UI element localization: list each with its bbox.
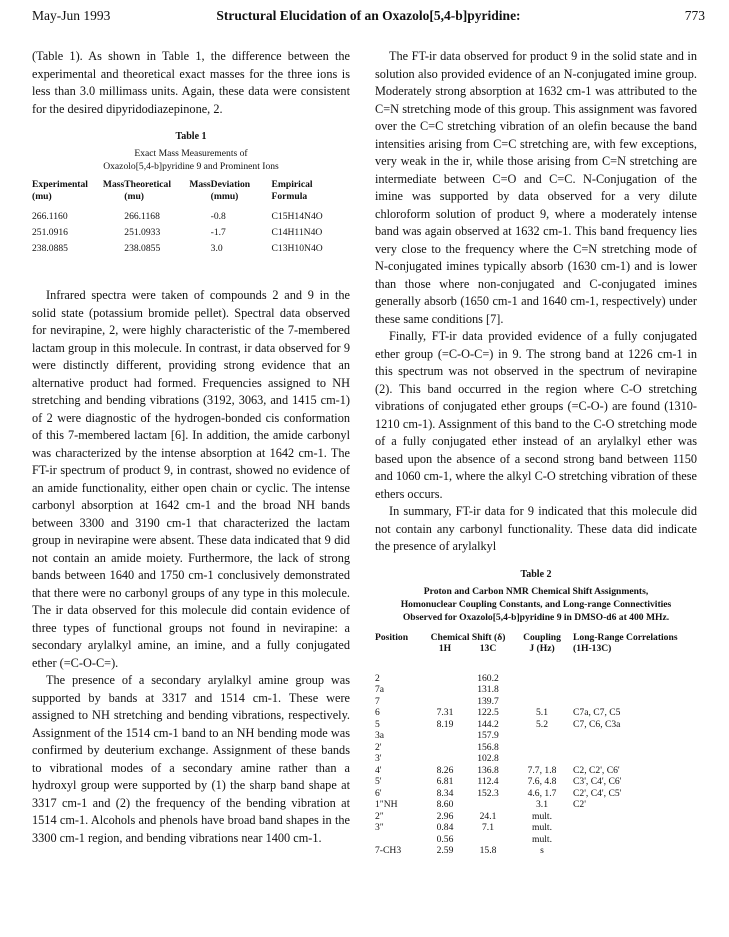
table-cell: 112.4: [477, 776, 499, 787]
table-cell: 102.8: [477, 753, 499, 764]
table-cell: 3': [375, 753, 382, 764]
table1-caption-line1: Exact Mass Measurements of: [134, 148, 248, 159]
table-cell: 5: [375, 718, 380, 730]
table-cell: 3a: [375, 730, 385, 741]
table-row: [32, 209, 350, 225]
paragraph-left-2: Infrared spectra were taken of compounds 2 and 9 in the solid state (potassium bromide pellet). Spectral data observed for nevirapine, 2, were highly characteristic of the 7-membered lactam group in this molecule. In contrast, ir data observed for 9 were distinctly different, providing strong evidence that an alternative product had formed. Frequencies assigned to NH stretching and bending vibrations (3192, 3063, and 1415 cm-1) of 2 were diagnostic of the hydrogen-bonded cis conformation of this 7-membered lactam [6]. In addition, the amide carbonyl was characterized by the intense absorption at 1642 cm-1. The FT-ir spectrum of product 9, in contrast, showed no evidence of an amide functionality, either open chain or cyclic. The intense carbonyl absorption at 1642 cm-1 and the broad NH bands between 3300 and 3190 cm-1 that characterized the lactam group in nevirapine were absent. These data indicated that 9 did not contain an amide moiety. Furthermore, the lack of strong bands between 1640 and 1750 cm-1 conclusively demonstrated that there were no carbonyl groups of any type in this molecule. The ir data observed for this molecule did contain evidence of three types of functional groups not found in nevirapine: a secondary arylalkyl amine, an imine, and a fully conjugated ether (=C-O-C=).: [32, 288, 350, 670]
table-cell: 157.9: [477, 730, 499, 741]
table2-caption-line3: Observed for Oxazolo[5,4-b]pyridine 9 in DMSO-d6 at 400 MHz.: [402, 611, 670, 623]
table-cell: [573, 730, 697, 742]
table-row: [375, 719, 697, 731]
table-cell: 136.8: [477, 764, 499, 776]
table-cell: 8.26: [436, 764, 454, 776]
table-cell: 266.1168: [124, 211, 160, 222]
table-cell: 3.0: [210, 243, 223, 254]
page-number: 773: [684, 8, 705, 23]
table-cell: C14H11N4O: [271, 227, 323, 238]
table-cell: [425, 730, 465, 742]
table-cell: 2.96: [436, 810, 454, 822]
table-cell: [425, 684, 465, 696]
table-cell: 238.0855: [124, 243, 161, 254]
running-title: Structural Elucidation of an Oxazolo[5,4-b]pyridine:: [216, 8, 521, 23]
table-row: [375, 811, 697, 823]
table-cell: 160.2: [477, 672, 499, 684]
table-cell: C2, C2', C6': [573, 764, 620, 776]
table-row: [375, 845, 697, 857]
table-cell: mult.: [532, 833, 552, 845]
table-cell: C15H14N4O: [271, 211, 323, 222]
table-cell: 6: [375, 707, 380, 718]
table-cell: 8.34: [436, 787, 454, 799]
table-cell: 7.1: [482, 822, 494, 833]
table2: [375, 632, 697, 857]
table-cell: 2': [375, 741, 382, 753]
table-row: [375, 776, 697, 788]
table-cell: 122.5: [477, 707, 499, 718]
table-cell: [511, 684, 573, 696]
table-cell: 0.84: [436, 822, 454, 833]
table-cell: mult.: [532, 810, 552, 822]
table2-header-cell: Coupling: [523, 631, 561, 643]
table-cell: -1.7: [210, 227, 226, 238]
table-cell: 7.31: [436, 707, 454, 718]
table2-header-cell: Chemical Shift (δ): [430, 631, 506, 643]
table-cell: 4.6, 1.7: [527, 787, 557, 799]
table-cell: [511, 673, 573, 685]
table-row: [375, 788, 697, 800]
table-row: [375, 730, 697, 742]
table1-header-row: [32, 179, 350, 203]
table-cell: 2": [375, 810, 384, 822]
table-cell: 266.1160: [32, 211, 68, 222]
table-cell: [465, 799, 511, 811]
paragraph-left-1: (Table 1). As shown in Table 1, the difference between the experimental and theoretical exact masses for the three ions is less than 3.0 millimass units. Again, these data were consistent for the desired dipyridodiazepinone, 2.: [32, 49, 350, 116]
table-cell: 7.7, 1.8: [527, 764, 557, 776]
table2-header-row: [375, 632, 697, 644]
table-cell: [573, 742, 697, 754]
table1: [32, 179, 350, 257]
table-cell: [425, 753, 465, 765]
table-cell: 152.3: [477, 787, 499, 799]
table-cell: [573, 696, 697, 708]
table-cell: [573, 834, 697, 846]
table-cell: [573, 753, 697, 765]
table-row: [32, 241, 350, 257]
table-row: [375, 684, 697, 696]
table-cell: 0.56: [436, 833, 454, 845]
table-cell: [573, 845, 697, 857]
table-cell: 5.1: [536, 707, 548, 718]
table-row: [375, 834, 697, 846]
table-cell: 8.60: [436, 799, 454, 810]
table-cell: 8.19: [436, 718, 454, 730]
left-column: [32, 48, 350, 847]
table-cell: C13H10N4O: [271, 243, 323, 254]
table-cell: 3": [375, 822, 384, 833]
table2-caption-line1: Proton and Carbon NMR Chemical Shift Assignments,: [423, 585, 649, 597]
table-cell: 139.7: [477, 695, 499, 707]
table-cell: 5.2: [536, 718, 548, 730]
paragraph-left-3: The presence of a secondary arylalkyl amine group was supported by bands at 3317 and 1514 cm-1. These were assigned to NH stretching and bending vibrations, respectively. Assignment of the 1514 cm-1 band to an NH bending mode was confirmed by deuterium exchange. Assignment of these bands to vibrational modes of a secondary amine rather than a hydroxyl group were supported by (1) the sharp band shape at 3317 cm-1 and (2) the frequency of the bending vibration at 1514 cm-1. Alcohols and phenols have broad band shapes in the 3300 cm-1 region, and bending vibrations near 1400 cm-1.: [32, 673, 350, 845]
table-cell: [511, 753, 573, 765]
table-cell: 156.8: [477, 741, 499, 753]
table-row: [375, 765, 697, 777]
table-cell: 251.0916: [32, 227, 68, 238]
right-column: [375, 48, 697, 857]
table-cell: [425, 673, 465, 685]
table-cell: [573, 673, 697, 685]
table-cell: [573, 811, 697, 823]
table-row: [375, 822, 697, 834]
table2-body: [375, 673, 697, 857]
table-row: [32, 225, 350, 241]
table-cell: 15.8: [479, 845, 497, 856]
table-cell: 1"NH: [375, 799, 398, 810]
table-cell: [511, 696, 573, 708]
paragraph-right-2: Finally, FT-ir data provided evidence of a fully conjugated ether group (=C-O-C=) in 9. The strong band at 1226 cm-1 in this spectrum was not observed in the spectrum of nevirapine (2). This band occurred in the region where C-O stretching vibrations of conjugated ether groups (=C-O-) are found (1310-1210 cm-1). Assignment of this band to the C-O stretching mode of a fully conjugated ether instead of an arylalkyl ether was based upon the absence of a second strong band between 1150 and 1060 cm-1, where the alkyl C-O stretching vibration of these ethers occurs.: [375, 329, 697, 501]
table1-label: Table 1: [175, 131, 207, 142]
table-row: [375, 673, 697, 685]
table1-header-cell: Empirical Formula: [271, 179, 313, 202]
table-row: [375, 799, 697, 811]
table2-subheader-cell: [375, 643, 425, 655]
table-cell: 2: [375, 672, 380, 684]
paragraph-right-3: In summary, FT-ir data for 9 indicated that this molecule did not contain any carbonyl functionality. These data did indicate the presence of arylalkyl: [375, 504, 697, 553]
table-cell: 131.8: [477, 684, 499, 695]
table-cell: 6': [375, 787, 382, 799]
table-cell: [375, 834, 425, 846]
table-cell: 4': [375, 764, 382, 776]
table-cell: C7a, C7, C5: [573, 707, 621, 718]
table-cell: [425, 742, 465, 754]
table-cell: C7, C6, C3a: [573, 718, 621, 730]
table-cell: 7-CH3: [375, 845, 402, 856]
table-cell: 7.6, 4.8: [527, 776, 557, 787]
table-cell: 24.1: [479, 810, 497, 822]
table-cell: [511, 742, 573, 754]
table2-subheader-cell: 13C: [479, 643, 497, 654]
table-cell: C2', C4', C5': [573, 787, 622, 799]
table-cell: 3.1: [536, 799, 548, 810]
table-cell: [573, 684, 697, 696]
table-cell: 238.0885: [32, 243, 68, 254]
table2-subheader-cell: J (Hz): [529, 643, 555, 654]
table-cell: 6.81: [436, 776, 454, 787]
table-cell: 251.0933: [124, 227, 161, 238]
table-cell: 2.59: [436, 845, 454, 856]
table1-header-cell: Deviation (mmu): [210, 179, 251, 202]
table-cell: [465, 834, 511, 846]
table-cell: [573, 822, 697, 834]
table-cell: -0.8: [210, 211, 226, 222]
table-cell: 7: [375, 695, 380, 707]
table1-header-cell: Experimental Mass (mu): [32, 179, 125, 202]
table2-caption-line2: Homonuclear Coupling Constants, and Long-range Connectivities: [400, 598, 672, 610]
table-cell: [511, 730, 573, 742]
table-row: [375, 707, 697, 719]
table-row: [375, 696, 697, 708]
table-cell: C3', C4', C6': [573, 776, 622, 787]
table-row: [375, 742, 697, 754]
table2-header-cell: Long-Range Correlations: [573, 631, 678, 643]
table2-subheader-row: [375, 643, 697, 655]
table-cell: s: [540, 845, 544, 856]
table-cell: mult.: [532, 822, 552, 833]
table-cell: 7a: [375, 684, 385, 695]
table-cell: 144.2: [477, 718, 499, 730]
journal-issue: May-Jun 1993: [32, 8, 111, 23]
table-cell: [425, 696, 465, 708]
paragraph-right-1: The FT-ir data observed for product 9 in the solid state and in solution also provided evidence of an N-conjugated imine group. Moderately strong absorption at 1632 cm-1 was attributed to the C=N stretching mode of this group. This assignment was favored over the C=C stretching vibration of an olefin because the band intensities arising from C=C stretching are, with few exceptions, very weak in the ir, while those arising from C=N stretching are intermediate between C=O and C=C. N-Conjugation of the imine was supported by data observed for a very dilute chloroform solution of product 9, where a moderately intense band was again observed at 1632 cm-1. This band frequency lies very close to the frequency where the C=N stretching mode of N-conjugated imines typically absorb (1630 cm-1) and is lower than those where non-conjugated and C-conjugated imines generally absorb (1650 cm-1 and 1640 cm-1, respectively) under these same conditions [7].: [375, 49, 697, 326]
table-cell: C2': [573, 799, 586, 810]
table1-caption-line2: Oxazolo[5,4-b]pyridine 9 and Prominent Ions: [103, 161, 279, 172]
table-cell: 5': [375, 776, 382, 787]
table-row: [375, 753, 697, 765]
table2-header-cell: Position: [375, 631, 409, 643]
table2-subheader-cell: (1H-13C): [573, 643, 612, 654]
running-header: [32, 8, 705, 28]
table1-header-cell: Theoretical Mass (mu): [124, 179, 211, 202]
table2-label: Table 2: [520, 568, 552, 580]
table2-subheader-cell: 1H: [438, 643, 452, 654]
